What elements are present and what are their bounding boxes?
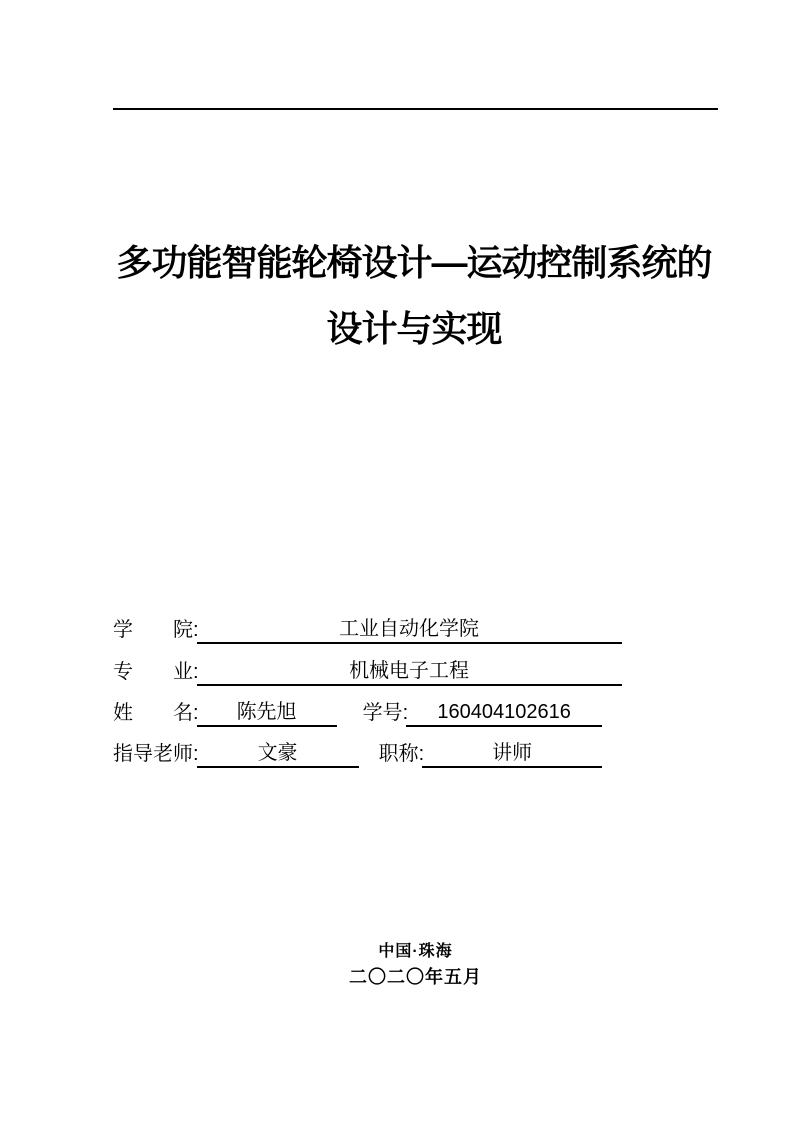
thesis-title-line-1: 多功能智能轮椅设计—运动控制系统的 [116,242,712,283]
major-label: 专业 [113,661,193,683]
form-row-name [113,699,602,727]
name-colon: : [193,702,199,724]
name-value: 陈先旭 [197,699,337,727]
major-value: 机械电子工程 [197,658,622,686]
form-row-advisor [113,740,602,768]
footer-date: 二〇二〇年五月 [349,967,482,987]
college-value: 工业自动化学院 [197,616,622,644]
form-row-major [113,658,622,686]
rank-colon: : [418,743,425,765]
header-rule [113,108,718,110]
advisor-colon: : [193,743,199,765]
thesis-title-line-2: 设计与实现 [326,308,502,349]
college-label: 学院 [113,619,193,641]
name-label: 姓名 [113,702,193,724]
student-id-value: 160404102616 [406,699,602,727]
advisor-label: 指导老师 [113,743,193,765]
footer-location: 中国·珠海 [378,943,453,960]
student-id-colon: : [402,702,409,724]
rank-label: 职称 [378,743,419,765]
student-id-label: 学号 [362,702,403,724]
thesis-title [94,230,734,362]
form-row-college [113,616,622,644]
advisor-value: 文豪 [197,740,359,768]
major-colon: : [193,661,199,683]
rank-value: 讲师 [422,740,602,768]
college-colon: : [193,619,199,641]
